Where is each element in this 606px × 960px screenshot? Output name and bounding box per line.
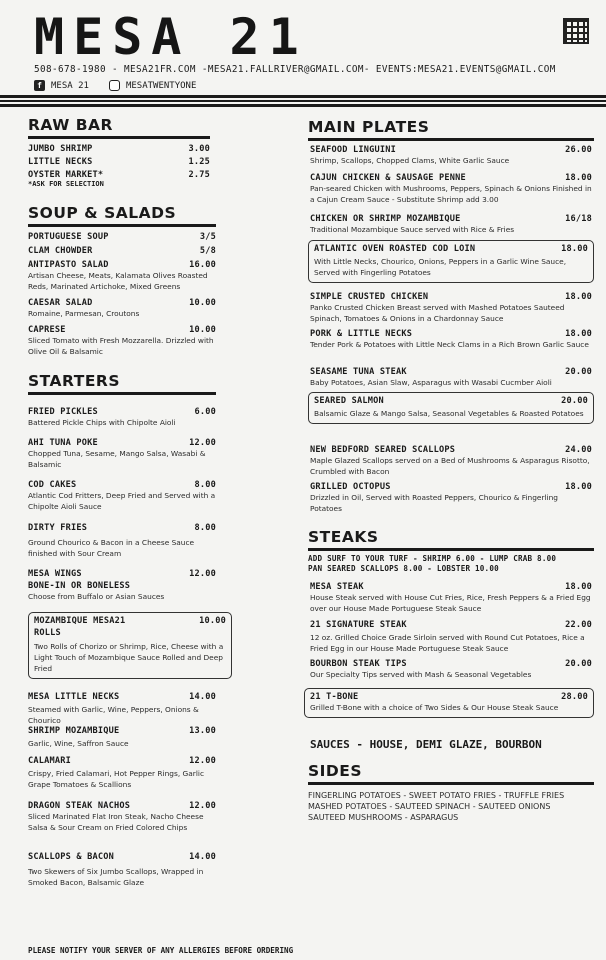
steak-addon-line	[308, 564, 594, 573]
item-name: NEW BEDFORD SEARED SCALLOPS	[310, 445, 456, 455]
item-price: 14.00	[189, 852, 216, 862]
item-name: CAPRESE	[28, 325, 66, 335]
menu-item-featured	[308, 392, 594, 424]
item-price: 13.00	[189, 726, 216, 736]
item-name: CAJUN CHICKEN & SAUSAGE PENNE	[310, 173, 466, 183]
item-name: AHI TUNA POKE	[28, 438, 98, 448]
item-price: 14.00	[189, 692, 216, 702]
section-sides	[308, 762, 594, 823]
item-name: OYSTER MARKET*	[28, 170, 104, 180]
menu-item	[28, 569, 216, 602]
menu-item	[28, 692, 216, 726]
menu-item-featured	[308, 240, 594, 283]
item-price: 18.00	[565, 173, 592, 183]
item-name: SEARED SALMON	[314, 396, 384, 406]
item-price: 12.00	[189, 438, 216, 448]
item-name: SHRIMP MOZAMBIQUE	[28, 726, 120, 736]
item-description: Garlic, Wine, Saffron Sauce	[28, 739, 129, 748]
item-price: 2.75	[188, 170, 210, 180]
item-description: Drizzled in Oil, Served with Roasted Peppers, Chourico & Fingerling Potatoes	[310, 493, 559, 513]
item-name: CLAM CHOWDER	[28, 246, 93, 256]
header-divider	[0, 100, 606, 102]
restaurant-logo: MESA 21	[34, 8, 308, 66]
item-price: 18.00	[561, 244, 588, 254]
menu-item	[28, 246, 216, 256]
item-name: SIMPLE CRUSTED CHICKEN	[310, 292, 429, 302]
item-name: MESA WINGS	[28, 569, 82, 579]
header-divider	[0, 95, 606, 98]
menu-item	[310, 367, 592, 388]
menu-item	[28, 726, 216, 749]
menu-item	[310, 582, 592, 614]
menu-item	[310, 329, 592, 350]
item-description: Baby Potatoes, Asian Slaw, Asparagus with Wasabi Cucmber Aioli	[310, 378, 552, 387]
item-price: 12.00	[189, 569, 216, 579]
item-description: Sliced Marinated Flat Iron Steak, Nacho Cheese Salsa & Sour Cream on Fried Colored Chips	[28, 812, 204, 832]
item-price: 20.00	[561, 396, 588, 406]
item-price: 18.00	[565, 292, 592, 302]
item-description: Grilled T-Bone with a choice of Two Sides & Our House Steak Sauce	[310, 703, 559, 712]
item-description: Sliced Tomato with Fresh Mozzarella. Drizzled with Olive Oil & Balsamic	[28, 336, 214, 356]
section-steaks	[308, 528, 594, 573]
section-main-plates	[308, 118, 594, 146]
item-description: Our Specialty Tips served with Mash & Seasonal Vegetables	[310, 670, 532, 679]
menu-item	[28, 157, 210, 167]
header-divider	[0, 104, 606, 107]
item-price: 10.00	[189, 298, 216, 308]
item-name: 21 T-BONE	[310, 692, 359, 702]
item-description: Chopped Tuna, Sesame, Mango Salsa, Wasabi & Balsamic	[28, 449, 206, 469]
item-description: Romaine, Parmesan, Croutons	[28, 309, 140, 318]
menu-item	[310, 482, 592, 514]
item-description: Choose from Buffalo or Asian Sauces	[28, 592, 165, 601]
item-description: House Steak served with House Cut Fries, Rice, Fresh Peppers & a Fried Egg over our House Made Portuguese Steak Sauce	[310, 593, 591, 613]
item-price: 10.00	[199, 616, 226, 626]
item-description: Two Rolls of Chorizo or Shrimp, Rice, Cheese with a Light Touch of Mozambique Sauce Rolled and Deep Fried	[34, 642, 224, 673]
menu-item	[28, 801, 216, 833]
item-name: COD CAKES	[28, 480, 77, 490]
item-name: MOZAMBIQUE MESA21	[34, 616, 126, 626]
item-name: LITTLE NECKS	[28, 157, 93, 167]
section-starters	[28, 372, 216, 400]
item-price: 20.00	[565, 659, 592, 669]
item-description: Atlantic Cod Fritters, Deep Fried and Served with a Chipolte Aioli Sauce	[28, 491, 216, 511]
item-name: ATLANTIC OVEN ROASTED COD LOIN	[314, 244, 476, 254]
menu-item	[28, 232, 216, 242]
item-description: 12 oz. Grilled Choice Grade Sirloin served with Round Cut Potatoes, Rice a Fried Egg in our House Made Portuguese Steak Sauce	[310, 633, 585, 653]
sides-line: MASHED POTATOES - SAUTEED SPINACH - SAUTEED ONIONS	[308, 802, 551, 811]
steak-addon-line	[308, 554, 594, 563]
menu-item-featured	[304, 688, 594, 718]
item-price: 18.00	[565, 582, 592, 592]
item-name: PORK & LITTLE NECKS	[310, 329, 413, 339]
section-title: MAIN PLATES	[308, 118, 594, 141]
item-name: MESA STEAK	[310, 582, 364, 592]
contact-line: 508-678-1980 - MESA21FR.COM -MESA21.FALLRIVER@GMAIL.COM- EVENTS:MESA21.EVENTS@GMAIL.COM	[34, 64, 556, 75]
menu-item	[28, 480, 216, 512]
item-description: Panko Crusted Chicken Breast served with Mashed Potatoes Sauteed Spinach, Tomatoes & Onions in a Chardonnay Sauce	[310, 303, 565, 323]
item-price: 20.00	[565, 367, 592, 377]
item-description: Ground Chourico & Bacon in a Cheese Sauce finished with Sour Cream	[28, 538, 195, 558]
menu-item-featured	[28, 612, 232, 679]
item-name: JUMBO SHRIMP	[28, 144, 93, 154]
item-price: 26.00	[565, 145, 592, 155]
facebook-icon[interactable]: f	[34, 80, 45, 91]
item-name: FRIED PICKLES	[28, 407, 98, 417]
item-price: 10.00	[189, 325, 216, 335]
item-name: SCALLOPS & BACON	[28, 852, 114, 862]
item-description: Two Skewers of Six Jumbo Scallops, Wrapped in Smoked Bacon, Balsamic Glaze	[28, 867, 204, 887]
item-name: CALAMARI	[28, 756, 71, 766]
item-price: 24.00	[565, 445, 592, 455]
item-price: 8.00	[194, 523, 216, 533]
menu-item	[28, 438, 216, 470]
item-price: 3/5	[199, 232, 216, 242]
menu-item	[28, 325, 216, 335]
facebook-handle[interactable]: MESA 21	[51, 80, 89, 91]
menu-item	[28, 260, 216, 270]
item-name: SEAFOOD LINGUINI	[310, 145, 396, 155]
sauces-line: SAUCES - HOUSE, DEMI GLAZE, BOURBON	[310, 738, 542, 751]
item-name: PORTUGUESE SOUP	[28, 232, 109, 242]
addon-text: ADD SURF TO YOUR TURF - SHRIMP 6.00 - LUMP CRAB 8.00	[308, 554, 557, 563]
item-description: Maple Glazed Scallops served on a Bed of Mushrooms & Asparagus Risotto, Crumbled with Bacon	[310, 456, 590, 476]
item-description: Tender Pork & Potatoes with Little Neck Clams in a Rich Brown Garlic Sauce	[310, 340, 589, 349]
item-price: 12.00	[189, 801, 216, 811]
menu-item	[28, 407, 216, 428]
item-name: ROLLS	[34, 628, 61, 638]
sides-line: SAUTEED MUSHROOMS - ASPARAGUS	[308, 813, 459, 822]
item-name: CHICKEN OR SHRIMP MOZAMBIQUE	[310, 214, 461, 224]
social-links	[34, 80, 196, 91]
item-name: DRAGON STEAK NACHOS	[28, 801, 131, 811]
item-description: Shrimp, Scallops, Chopped Clams, White Garlic Sauce	[310, 156, 510, 165]
qr-code-icon[interactable]	[563, 18, 589, 44]
raw-bar-note: *ASK FOR SELECTION	[28, 180, 104, 188]
item-price: 22.00	[565, 620, 592, 630]
section-title: STEAKS	[308, 528, 594, 551]
item-name: SEASAME TUNA STEAK	[310, 367, 407, 377]
menu-item	[310, 620, 592, 654]
instagram-handle[interactable]: MESATWENTYONE	[125, 80, 197, 91]
menu-item	[28, 144, 210, 154]
menu-item	[310, 145, 592, 166]
menu-item	[310, 445, 592, 477]
item-name: 21 SIGNATURE STEAK	[310, 620, 407, 630]
item-price: 6.00	[194, 407, 216, 417]
menu-item	[28, 170, 210, 180]
item-name: CAESAR SALAD	[28, 298, 93, 308]
item-price: 1.25	[188, 157, 210, 167]
menu-item	[310, 173, 592, 205]
section-title: SIDES	[308, 762, 594, 785]
item-price: 12.00	[189, 756, 216, 766]
menu-item	[28, 852, 216, 888]
item-price: 8.00	[194, 480, 216, 490]
item-price: 16.00	[189, 260, 216, 270]
menu-item	[310, 214, 592, 235]
item-price: 5/8	[199, 246, 216, 256]
section-title: SOUP & SALADS	[28, 204, 216, 227]
item-description: Pan-seared Chicken with Mushrooms, Peppers, Spinach & Onions Finished in a Cajun Cream Sauce - Substitute Shrimp add 3.00	[310, 184, 592, 204]
item-price: 16/18	[565, 214, 592, 224]
item-description: Traditional Mozambique Sauce served with Rice & Fries	[310, 225, 515, 234]
item-name: MESA LITTLE NECKS	[28, 692, 120, 702]
section-soup-salads	[28, 204, 216, 357]
item-name: BOURBON STEAK TIPS	[310, 659, 407, 669]
item-description: Crispy, Fried Calamari, Hot Pepper Rings, Garlic Grape Tomatoes & Scallions	[28, 769, 205, 789]
item-name: BONE-IN OR BONELESS	[28, 581, 131, 591]
menu-item	[28, 298, 216, 308]
item-name: DIRTY FRIES	[28, 523, 88, 533]
item-description: With Little Necks, Chourico, Onions, Peppers in a Garlic Wine Sauce, Served with Fingerling Potatoes	[314, 257, 567, 277]
item-price: 3.00	[188, 144, 210, 154]
section-title: STARTERS	[28, 372, 216, 395]
menu-item	[310, 292, 592, 324]
item-description: Artisan Cheese, Meats, Kalamata Olives Roasted Reds, Marinated Artichoke, Mixed Greens	[28, 271, 208, 291]
menu-item	[28, 756, 216, 790]
item-price: 18.00	[565, 329, 592, 339]
menu-item	[28, 523, 216, 559]
allergy-notice: PLEASE NOTIFY YOUR SERVER OF ANY ALLERGIES BEFORE ORDERING	[28, 946, 294, 955]
item-price: 18.00	[565, 482, 592, 492]
section-raw-bar	[28, 116, 210, 188]
item-description: Balsamic Glaze & Mango Salsa, Seasonal Vegetables & Roasted Potatoes	[314, 409, 584, 418]
item-description: Steamed with Garlic, Wine, Peppers, Onions & Chourico	[28, 705, 199, 725]
section-title: RAW BAR	[28, 116, 210, 139]
item-name: ANTIPASTO SALAD	[28, 260, 109, 270]
menu-item	[310, 659, 592, 680]
item-name: GRILLED OCTOPUS	[310, 482, 391, 492]
item-description: Battered Pickle Chips with Chipolte Aioli	[28, 418, 176, 427]
instagram-icon[interactable]	[109, 80, 120, 91]
item-price: 28.00	[561, 692, 588, 702]
addon-text: PAN SEARED SCALLOPS 8.00 - LOBSTER 10.00	[308, 564, 499, 573]
sides-line: FINGERLING POTATOES - SWEET POTATO FRIES - TRUFFLE FRIES	[308, 791, 565, 800]
